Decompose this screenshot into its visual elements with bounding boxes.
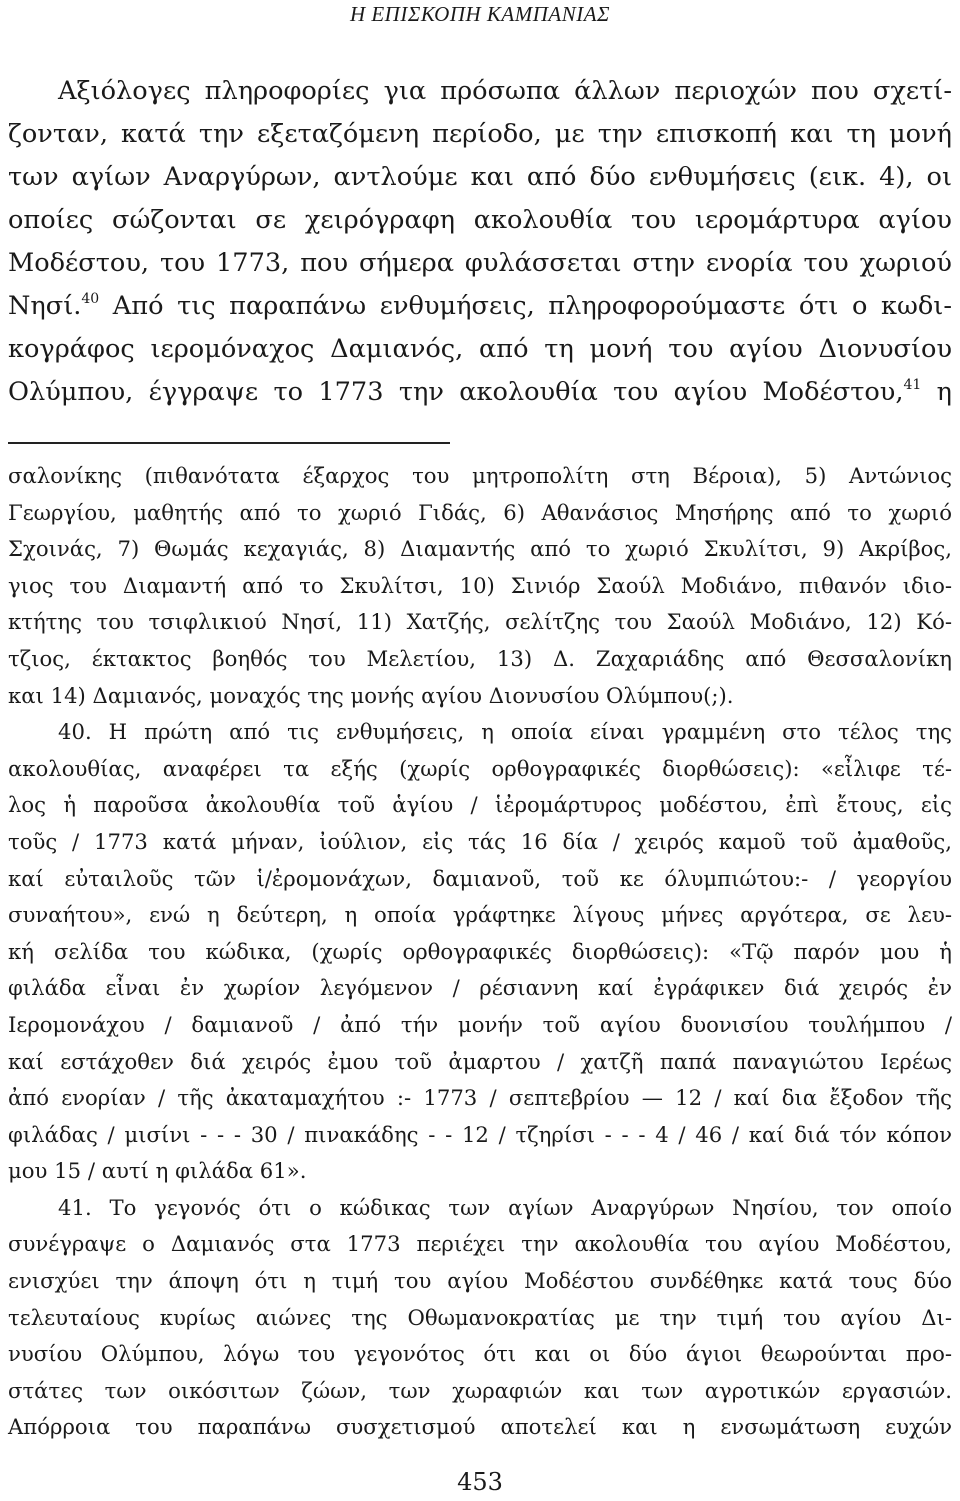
footnote-40-line: 40. Η πρώτη από τις ενθυμήσεις, η οποία είναι γραμμένη στο τέλος της [58, 719, 952, 745]
main-line: ζονταν, κατά την εξεταζόμενη περίοδο, με την επισκοπή και τη μονή [8, 119, 952, 149]
footnote-41-line: 41. Το γεγονός ότι ο κώδικας των αγίων Αναργύρων Νησίου, τον οποίο [58, 1194, 952, 1220]
main-line [8, 371, 952, 414]
footnote-line: νυσίου Ολύμπου, λόγω του γεγονότος ότι και οι δύο άγιοι θεωρούνται προ- [8, 1341, 952, 1367]
footnote-line: τελευταίους κυρίως αιώνες της Οθωμανοκρατίας με την τιμή του αγίου Δι- [8, 1304, 952, 1330]
footnote-line: Σχοινάς, 7) Θωμάς κεχαγιάς, 8) Διαμαντής από το χωριό Σκυλίτσι, 9) Ακρίβος, [8, 536, 952, 562]
main-line-rest: Από τις παραπάνω ενθυμήσεις, πληροφορούμαστε ότι ο κωδι- [99, 291, 952, 321]
footnote-line: κτήτης του τσιφλικιού Νησί, 11) Χατζής, σελίτζης του Σαούλ Μοδιάνο, 12) Κό- [8, 609, 952, 635]
footnote-line: φιλάδα εἶναι ἐν χωρίον λεγόμενον / ρέσιαννη καί ἐγράφικεν διά χειρός ἐν [8, 975, 952, 1001]
page-number: 453 [457, 1468, 503, 1496]
main-line-tail: η [921, 377, 952, 407]
main-line: Αξιόλογες πληροφορίες για πρόσωπα άλλων περιοχών που σχετί- [58, 76, 952, 106]
footnote-line: γιος του Διαμαντή από το Σκυλίτσι, 10) Σινιόρ Σαούλ Μοδιάνο, πιθανόν ιδιο- [8, 572, 952, 598]
main-line: κογράφος ιερομόναχος Δαμιανός, από τη μονή του αγίου Διονυσίου [8, 334, 952, 364]
main-line [8, 285, 952, 328]
footnote-line: συνέγραψε ο Δαμιανός στα 1773 περιέχει την ακολουθία του αγίου Μοδέστου, [8, 1231, 952, 1257]
footnote-line: στάτες των οικόσιτων ζώων, των χωραφιών και των αγροτικών εργασιών. [8, 1377, 952, 1403]
main-text [8, 70, 952, 414]
footnote-line: συναήτου», ενώ η δεύτερη, η οποία γράφτηκε λίγους μήνες αργότερα, σε λευ- [8, 902, 952, 928]
footnote-ref-40[interactable]: 40 [81, 291, 100, 307]
footnote-line: μου 15 / αυτί η φιλάδα 61». [8, 1158, 307, 1184]
main-line-start: Ολύμπου, έγγραψε το 1773 την ακολουθία του αγίου Μοδέστου, [8, 377, 904, 407]
footnote-line: ἀπό ενορίαν / τῆς ἀκαταμαχήτου :- 1773 / σεπτεβρίου — 12 / καί δια ἔξοδον τῆς [8, 1085, 952, 1111]
main-line: των αγίων Αναργύρων, αντλούμε και από δύο ενθυμήσεις (εικ. 4), οι [8, 162, 952, 192]
main-line-start: Νησί. [8, 291, 82, 321]
footnote-line: καί εστάχοθεν διά χειρός ἐμου τοῦ ἀμαρτου / χατζῆ παπά παναγιώτου Ιερέως [8, 1048, 952, 1074]
footnote-line: Ιερομονάχου / δαμιανοῦ / ἀπό τήν μονήν τοῦ αγίου δυονισίου τουλήμπου / [8, 1011, 952, 1037]
footnote-line: τοῦς / 1773 κατά μήναν, ἰούλιον, εἰς τάς 16 δία / χειρός καμοῦ τοῦ ἀμαθοῦς, [8, 828, 952, 854]
footnote-line: τζιος, έκτακτος βοηθός του Μελετίου, 13) Δ. Ζαχαριάδης από Θεσσαλονίκη [8, 645, 952, 671]
footnote-line: καί εὐταιλοῦς τῶν ἱ/ἐρομονάχων, δαμιανοῦ, τοῦ κε όλυμπιώτου:- / γεοργίου [8, 865, 952, 891]
footnote-line: φιλάδας / μισίνι - - - 30 / πινακάδης - - 12 / τζηρίσι - - - 4 / 46 / καί διά τόν κόπον [8, 1121, 952, 1147]
main-line: Μοδέστου, του 1773, που σήμερα φυλάσσεται στην ενορία του χωριού [8, 248, 952, 278]
running-head: Η ΕΠΙΣΚΟΠΗ ΚΑΜΠΑΝΙΑΣ [349, 2, 611, 26]
footnote-line: σαλονίκης (πιθανότατα έξαρχος του μητροπολίτη στη Βέροια), 5) Αντώνιος [8, 463, 952, 488]
footnote-ref-41[interactable]: 41 [903, 377, 922, 393]
footnotes [8, 458, 952, 1446]
footnote-line: Γεωργίου, μαθητής από το χωριό Γιδάς, 6) Αθανάσιος Μησήρης από το χωριό [8, 499, 952, 525]
footnote-line: και 14) Δαμιανός, μοναχός της μονής αγίου Διονυσίου Ολύμπου(;). [8, 682, 734, 708]
footnote-line: λος ἡ παροῦσα ἀκολουθία τοῦ ἁγίου / ἱἐρομάρτυρος μοδέστου, ἐπὶ ἔτους, εἰς [8, 792, 952, 818]
footnote-line: Απόρροια του παραπάνω συσχετισμού αποτελεί και η ενσωμάτωση ευχών [8, 1414, 952, 1440]
footnote-line: ακολουθίας, αναφέρει τα εξής (χωρίς ορθογραφικές διορθώσεις): «εἶλιφε τέ- [8, 755, 952, 781]
footnote-line: ενισχύει την άποψη ότι η τιμή του αγίου Μοδέστου συνδέθηκε κατά τους δύο [8, 1268, 952, 1294]
main-line: οποίες σώζονται σε χειρόγραφη ακολουθία του ιερομάρτυρα αγίου [8, 205, 952, 235]
footnote-line: κή σελίδα του κώδικα, (χωρίς ορθογραφικές διορθώσεις): «Τῷ παρόν μου ἡ [8, 938, 952, 964]
footnote-rule [8, 442, 450, 444]
